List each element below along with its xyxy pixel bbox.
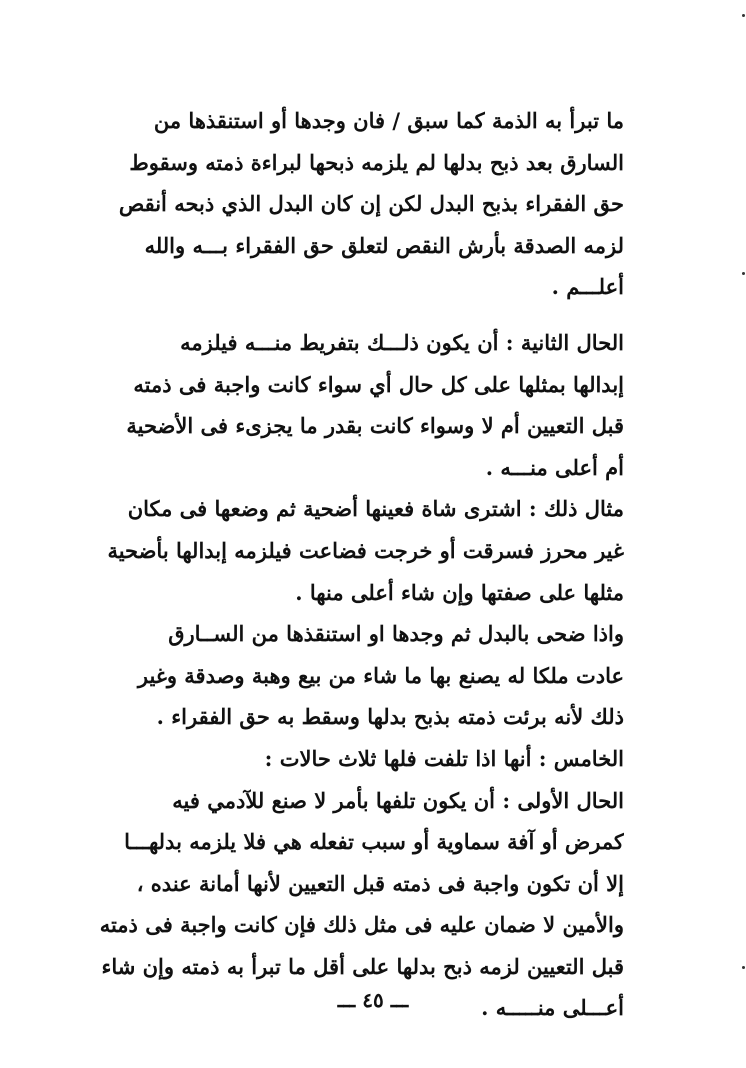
text-line: كمرض أو آفة سماوية أو سبب تفعله هي فلا يلزمه بدلهـــا [124,829,624,855]
text-line: والأمين لا ضمان عليه فى مثل ذلك فإن كانت واجبة فى ذمته [99,912,624,938]
text-line: لزمه الصدقة بأرش النقص لتعلق حق الفقراء بـــه والله [144,232,624,258]
text-line: أم أعلى منـــه . [485,454,624,480]
text-line: مثال ذلك : اشترى شاة فعينها أضحية ثم وضعها فى مكان [127,496,624,522]
text-line: الحال الثانية : أن يكون ذلـــك بتفريط منـــه فيلزمه [180,329,624,355]
page-number: ـــ ٤٥ ـــ [337,988,409,1012]
text-line: مثلها على صفتها وإن شاء أعلى منها . [295,579,624,605]
text-line: عادت ملكا له يصنع بها ما شاء من بيع وهبة وصدقة وغير [137,662,624,688]
paragraph-gap [96,308,624,322]
text-line: الحال الأولى : أن يكون تلفها بأمر لا صنع للآدمي فيه [172,787,624,813]
page-body-text [96,100,624,1029]
text-line: واذا ضحى بالبدل ثم وجدها او استنقذها من الســارق [168,621,624,647]
text-line: إلا أن تكون واجبة فى ذمته قبل التعيين لأنها أمانة عنده ، [136,870,624,896]
scan-speck [742,14,745,17]
scan-speck [742,966,745,969]
text-line: ما تبرأ به الذمة كما سبق / فان وجدها أو استنقذها من [153,108,624,133]
text-line: ذلك لأنه برئت ذمته بذبح بدلها وسقط به حق الفقراء . [156,704,624,730]
text-line: الخامس : أنها اذا تلفت فلها ثلاث حالات : [264,745,624,771]
text-line: قبل التعيين لزمه ذبح بدلها على أقل ما تبرأ به ذمته وإن شاء [101,953,624,979]
text-line: أعـــلى منـــــه . [481,995,624,1021]
text-line: غير محرز فسرقت أو خرجت فضاعت فيلزمه إبدالها بأضحية [107,537,624,563]
text-line: السارق بعد ذبح بدلها لم يلزمه ذبحها لبراءة ذمته وسقوط [129,149,624,175]
text-line: حق الفقراء بذبح البدل لكن إن كان البدل الذي ذبحه أنقص [118,191,624,217]
text-line: قبل التعيين أم لا وسواء كانت بقدر ما يجزىء فى الأضحية [126,413,624,439]
scan-speck [742,272,745,275]
text-line: أعلـــم . [551,274,624,300]
text-line: إبدالها بمثلها على كل حال أي سواء كانت واجبة فى ذمته [133,371,624,397]
